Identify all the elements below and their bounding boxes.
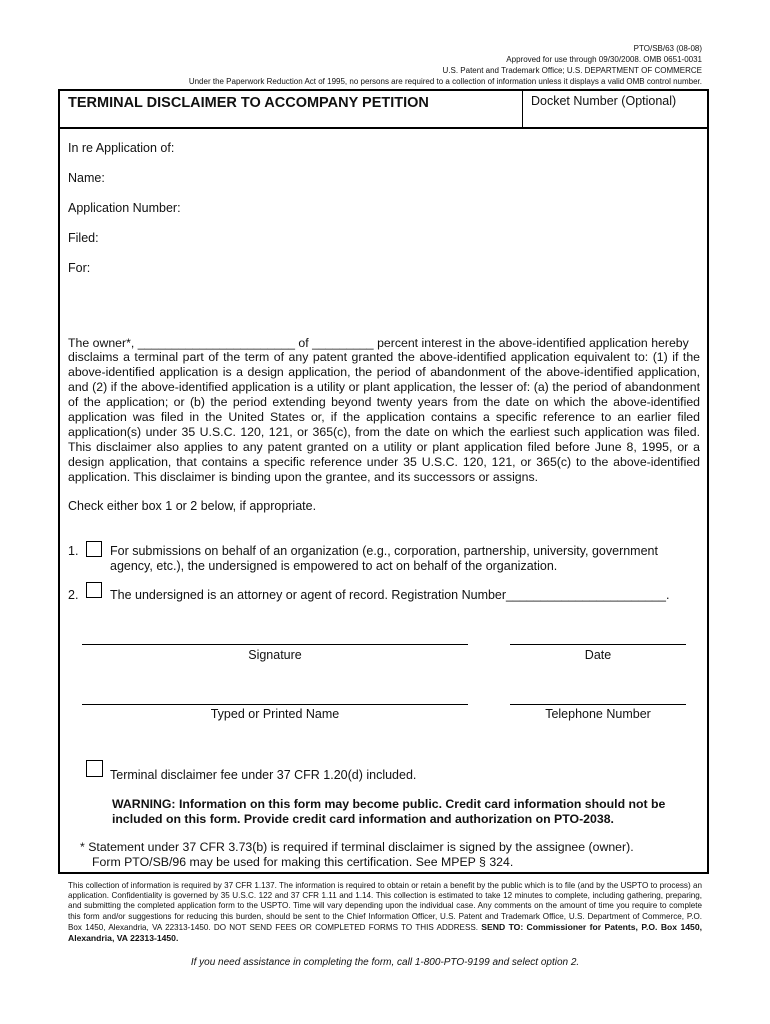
for-label: For: xyxy=(68,261,91,275)
filed-label: Filed: xyxy=(68,231,99,245)
option-2-checkbox[interactable] xyxy=(86,582,102,598)
option-1-text: For submissions on behalf of an organization (e.g., corporation, partnership, university, government xyxy=(110,544,658,558)
option-1-text-cont: agency, etc.), the undersigned is empowered to act on behalf of the organization. xyxy=(110,559,558,573)
fee-text: Terminal disclaimer fee under 37 CFR 1.20(d) included. xyxy=(110,768,417,782)
disclaimer-text: disclaims a terminal part of the term of any patent granted the above-identified application equivalent to: (1) if the above-identified application is a design application, the period of abandonment of the above-identified application, and (2) if the above-identified application is a utility or plant application, the lesser of: (a) the period of abandonment of the application; or (b) the period extending beyond twenty years from the date on which the above-identified application was filed in the United States or, if the application contains a specific reference to an earlier filed application(s) under 35 U.S.C. 120, 121, or 365(c), from the date on which the earliest such application was filed. This disclaimer also applies to any patent granted on a utility or plant application filed before June 8, 1995, or a design application, that contains a specific reference under 35 U.S.C. 120, 121, or 365(c) to the above-identified application. This disclaimer is binding upon the grantee, and its successors or assigns. xyxy=(68,350,700,484)
approval-notice: Approved for use through 09/30/2008. OMB 0651-0031 xyxy=(506,55,702,64)
option-2-text: The undersigned is an attorney or agent of record. Registration Number_______________________. xyxy=(110,588,670,602)
form-frame xyxy=(58,89,709,874)
paperwork-notice: Under the Paperwork Reduction Act of 1995, no persons are required to a collection of information unless it displays a valid OMB control number. xyxy=(188,77,702,86)
docket-number-field[interactable] xyxy=(522,91,710,127)
burden-statement xyxy=(68,881,702,944)
option-2-number: 2. xyxy=(68,588,79,602)
date-label: Date xyxy=(584,648,612,662)
title-row xyxy=(60,91,707,129)
signature-line[interactable] xyxy=(82,644,468,645)
option-1-number: 1. xyxy=(68,544,79,558)
fee-checkbox[interactable] xyxy=(86,760,103,777)
assistance-note: If you need assistance in completing the form, call 1-800-PTO-9199 and select option 2. xyxy=(190,957,580,968)
date-line[interactable] xyxy=(510,644,686,645)
telephone-label: Telephone Number xyxy=(545,707,651,721)
typed-name-line[interactable] xyxy=(82,704,468,705)
name-label: Name: xyxy=(68,171,105,185)
telephone-line[interactable] xyxy=(510,704,686,705)
application-number-label: Application Number: xyxy=(68,201,181,215)
burden-text: This collection of information is required by 37 CFR 1.137. The information is required to obtain or retain a benefit by the public which is to file (and by the USPTO to process) an application. Confidentiality is governed by 35 U.S.C. 122 and 37 CFR 1.11 and 1.14. This collection is estimated to take 12 minutes to complete, including gathering, preparing, and submitting the completed application form to the USPTO. Time will vary depending upon the individual case. Any comments on the amount of time you require to complete this form and/or suggestions for reducing this burden, should be sent to the Chief Information Officer, U.S. Patent and Trademark Office, U.S. Department of Commerce, P.O. Box 1450, Alexandria, VA 22313-1450. DO NOT SEND FEES OR COMPLETED FORMS TO THIS ADDRESS. xyxy=(68,881,702,932)
agency-name: U.S. Patent and Trademark Office; U.S. DEPARTMENT OF COMMERCE xyxy=(442,66,702,75)
warning-text: WARNING: Information on this form may become public. Credit card information should not be included on this form. Provide credit card information and authorization on PTO-2038. xyxy=(112,797,666,826)
docket-number-label: Docket Number (Optional) xyxy=(531,94,677,108)
send-to-label: SEND TO: xyxy=(481,921,524,932)
statement-note: * Statement under 37 CFR 3.73(b) is required if terminal disclaimer is signed by the assignee (owner). xyxy=(80,840,634,854)
statement-note-cont: Form PTO/SB/96 may be used for making this certification. See MPEP § 324. xyxy=(92,855,514,869)
check-instruction: Check either box 1 or 2 below, if appropriate. xyxy=(68,499,317,513)
option-1-checkbox[interactable] xyxy=(86,541,102,557)
form-id: PTO/SB/63 (08-08) xyxy=(633,44,702,53)
signature-label: Signature xyxy=(248,648,302,662)
form-title: TERMINAL DISCLAIMER TO ACCOMPANY PETITION xyxy=(68,95,429,111)
owner-statement: The owner*, _______________________ of _________ percent interest in the above-identified application hereby xyxy=(68,336,689,350)
in-re-label: In re Application of: xyxy=(68,141,175,155)
send-to-address: Commissioner for Patents, P.O. Box 1450, Alexandria, VA 22313-1450. xyxy=(68,921,703,944)
typed-name-label: Typed or Printed Name xyxy=(210,707,340,721)
